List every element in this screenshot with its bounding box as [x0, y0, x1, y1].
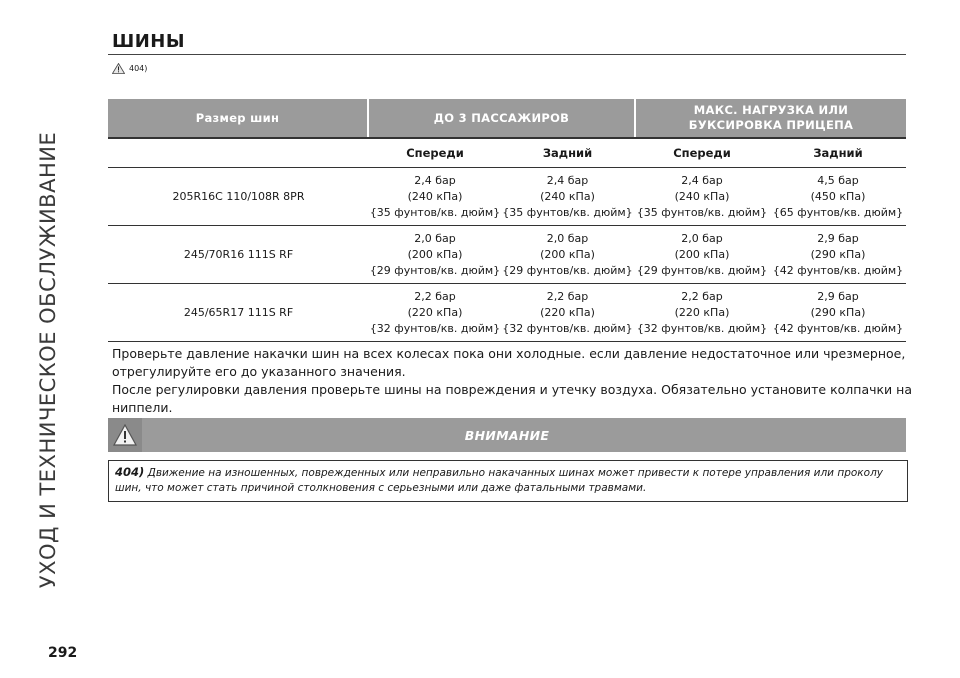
- pressure-cell: 2,4 бар (240 кПа) {35 фунтов/кв. дюйм}: [502, 173, 633, 219]
- table-header: [108, 99, 906, 139]
- pressure-cell: 4,5 бар (450 кПа) {65 фунтов/кв. дюйм}: [772, 173, 904, 219]
- chapter-side-title: УХОД И ТЕХНИЧЕСКОЕ ОБСЛУЖИВАНИЕ: [36, 131, 60, 589]
- table-row: [108, 226, 906, 284]
- note-reference-number: 404): [129, 64, 148, 73]
- pressure-cell: 2,9 бар (290 кПа) {42 фунтов/кв. дюйм}: [772, 289, 904, 335]
- tire-size: 245/65R17 111S RF: [183, 305, 294, 319]
- pressure-cell: 2,9 бар (290 кПа) {42 фунтов/кв. дюйм}: [772, 231, 904, 277]
- tire-pressure-table: [108, 99, 906, 342]
- table-row: [108, 168, 906, 226]
- subheader-rear: Задний: [813, 146, 863, 160]
- header-max-load: МАКС. НАГРУЗКА ИЛИ БУКСИРОВКА ПРИЦЕПА: [636, 99, 906, 137]
- pressure-cell: 2,4 бар (240 кПа) {35 фунтов/кв. дюйм}: [369, 173, 501, 219]
- advice-line: После регулировки давления проверьте шины на повреждения и утечку воздуха. Обязательно установите колпачки на ниппели.: [112, 382, 912, 415]
- subheader-front: Спереди: [406, 146, 464, 160]
- advice-text: [112, 345, 912, 417]
- table-row: [108, 284, 906, 342]
- subheader-rear: Задний: [542, 146, 593, 160]
- warning-number: 404): [115, 465, 145, 479]
- pressure-cell: 2,2 бар (220 кПа) {32 фунтов/кв. дюйм}: [369, 289, 501, 335]
- pressure-cell: 2,4 бар (240 кПа) {35 фунтов/кв. дюйм}: [636, 173, 768, 219]
- subheader-front: Спереди: [673, 146, 731, 160]
- header-up-to-3-passengers: ДО 3 ПАССАЖИРОВ: [369, 99, 634, 137]
- warning-triangle-icon: [113, 424, 137, 446]
- warning-triangle-icon: [112, 63, 125, 74]
- warning-text: [108, 460, 908, 502]
- warning-body: Движение на изношенных, поврежденных или неправильно накачанных шинах может привести к потере управления или проколу шин, что может стать причиной столкновения с серьезными или даже фатальными травмами.: [115, 467, 883, 494]
- table-subheader: [108, 139, 906, 168]
- section-title: ШИНЫ: [112, 31, 186, 52]
- tire-size: 245/70R16 111S RF: [183, 247, 294, 261]
- pressure-cell: 2,0 бар (200 кПа) {29 фунтов/кв. дюйм}: [636, 231, 768, 277]
- pressure-cell: 2,2 бар (220 кПа) {32 фунтов/кв. дюйм}: [502, 289, 633, 335]
- advice-line: Проверьте давление накачки шин на всех колесах пока они холодные. если давление недостаточное или чрезмерное,: [112, 346, 906, 361]
- advice-line: отрегулируйте его до указанного значения.: [112, 364, 406, 379]
- pressure-cell: 2,0 бар (200 кПа) {29 фунтов/кв. дюйм}: [369, 231, 501, 277]
- page-number: 292: [48, 645, 78, 661]
- note-reference: [112, 63, 147, 74]
- pressure-cell: 2,2 бар (220 кПа) {32 фунтов/кв. дюйм}: [636, 289, 768, 335]
- warning-banner: [108, 418, 906, 452]
- warning-icon-box: [108, 418, 142, 452]
- title-divider: [108, 54, 906, 55]
- header-tire-size: Размер шин: [108, 99, 367, 137]
- pressure-cell: 2,0 бар (200 кПа) {29 фунтов/кв. дюйм}: [502, 231, 633, 277]
- warning-title: ВНИМАНИЕ: [464, 427, 550, 443]
- tire-size: 205R16C 110/108R 8PR: [172, 189, 305, 203]
